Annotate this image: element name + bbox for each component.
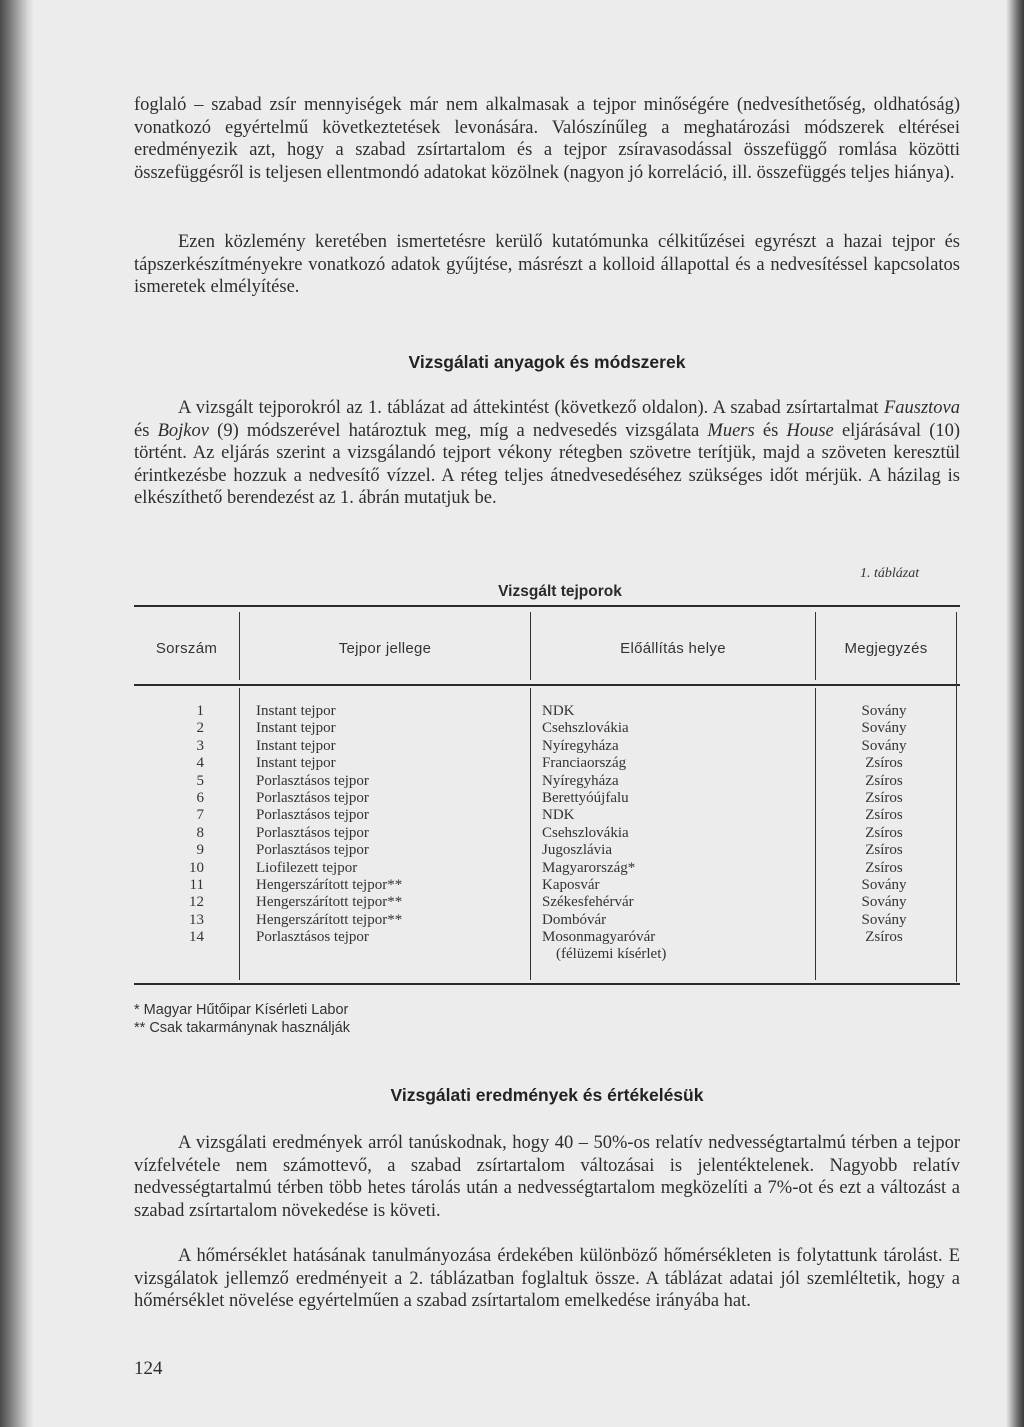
author-name: House bbox=[786, 420, 834, 441]
table-bottom-rule bbox=[134, 983, 960, 985]
row-origin: Franciaország bbox=[542, 755, 627, 772]
row-number: 5 bbox=[196, 772, 204, 789]
page-right-edge bbox=[1006, 0, 1024, 1427]
table-number-label: 1. táblázat bbox=[860, 566, 920, 581]
table-row bbox=[134, 825, 960, 842]
row-number: 7 bbox=[196, 807, 204, 824]
row-powder-type: Porlasztásos tejpor bbox=[256, 929, 369, 946]
table-row bbox=[134, 894, 960, 911]
row-number: 9 bbox=[196, 842, 204, 859]
table-top-rule bbox=[134, 605, 960, 607]
row-powder-type: Porlasztásos tejpor bbox=[256, 789, 369, 806]
row-number: 6 bbox=[196, 789, 204, 806]
table-title: Vizsgált tejporok bbox=[498, 583, 622, 600]
row-powder-type: Instant tejpor bbox=[256, 755, 336, 772]
row-number: 3 bbox=[196, 737, 204, 754]
row-note: Zsíros bbox=[865, 772, 903, 789]
row-powder-type: Instant tejpor bbox=[256, 720, 336, 737]
row-origin-note: (félüzemi kísérlet) bbox=[556, 946, 667, 963]
row-note: Sovány bbox=[861, 911, 907, 928]
table-row bbox=[134, 912, 960, 929]
row-powder-type: Porlasztásos tejpor bbox=[256, 842, 369, 859]
table-row bbox=[134, 790, 960, 807]
row-note: Zsíros bbox=[865, 824, 903, 841]
row-powder-type: Liofilezett tejpor bbox=[256, 859, 358, 876]
row-powder-type: Porlasztásos tejpor bbox=[256, 807, 369, 824]
row-note: Zsíros bbox=[865, 755, 903, 772]
row-note: Sovány bbox=[861, 737, 907, 754]
results-paragraph-2: A hőmérséklet hatásának tanulmányozása érdekében különböző hőmérsékleten is folytattunk tárolást. E vizsgálatok jellemző eredményeit a 2. táblázatban foglaltuk össze. A táblázat adatai jól szemléltetik, hogy a hőmérséklet növelése egyértelműen a szabad zsírtartalom emelkedése irányába hat. bbox=[134, 1246, 960, 1312]
table-row bbox=[134, 703, 960, 720]
row-origin: Nyíregyháza bbox=[542, 772, 619, 789]
row-origin: Kaposvár bbox=[542, 876, 600, 893]
table-body bbox=[134, 703, 960, 964]
row-powder-type: Porlasztásos tejpor bbox=[256, 824, 369, 841]
conjunction: és bbox=[134, 420, 150, 441]
row-origin: NDK bbox=[542, 703, 575, 719]
row-note: Zsíros bbox=[865, 929, 903, 946]
row-origin: Berettyóújfalu bbox=[542, 789, 629, 806]
row-note: Sovány bbox=[861, 720, 907, 737]
row-note: Sovány bbox=[861, 894, 907, 911]
row-origin: Magyarország* bbox=[542, 859, 636, 876]
row-origin: NDK bbox=[542, 807, 575, 824]
row-origin: Jugoszlávia bbox=[542, 842, 612, 859]
row-number: 2 bbox=[196, 720, 204, 737]
methods-text-end: eljárásával (10) történt. Az eljárás szerint a vizsgálandó tejport vékony rétegben szövetre terítjük, majd a szöveten keresztül érintkezésbe hozzuk a nedvesítő vízzel. A réteg teljes átnedvesedéséhez szükséges időt mérjük. A házilag is elkészíthető berendezést az 1. ábrán mutatjuk be. bbox=[134, 420, 961, 509]
section-heading-results: Vizsgálati eredmények és értékelésük bbox=[390, 1085, 704, 1105]
table-row bbox=[134, 860, 960, 877]
row-number: 4 bbox=[196, 755, 204, 772]
page-left-edge bbox=[0, 0, 34, 1427]
table-row-continuation bbox=[134, 946, 960, 964]
row-number: 13 bbox=[189, 911, 204, 928]
row-number: 1 bbox=[196, 703, 204, 719]
row-origin: Csehszlovákia bbox=[542, 720, 629, 737]
table-header-note: Megjegyzés bbox=[844, 640, 928, 657]
row-note: Zsíros bbox=[865, 807, 903, 824]
table-row bbox=[134, 877, 960, 894]
table-header-rule bbox=[134, 684, 960, 686]
section-heading-methods: Vizsgálati anyagok és módszerek bbox=[408, 352, 686, 372]
row-note: Sovány bbox=[861, 876, 907, 893]
row-number: 14 bbox=[189, 929, 204, 946]
table-footnote-1: * Magyar Hűtőipar Kísérleti Labor bbox=[134, 1002, 349, 1018]
row-origin: Csehszlovákia bbox=[542, 824, 629, 841]
table-header-number: Sorszám bbox=[155, 640, 218, 657]
intro-paragraph-2: Ezen közlemény keretében ismertetésre kerülő kutatómunka célkitűzései egyrészt a hazai tejpor és tápszerkészítményekre vonatkozó adatok gyűjtése, másrészt a kolloid állapottal és a nedvesítéssel kapcsolatos ismeretek elmélyítése. bbox=[134, 232, 960, 298]
row-number: 10 bbox=[189, 859, 204, 876]
row-origin: Székesfehérvár bbox=[542, 894, 634, 911]
table-row bbox=[134, 842, 960, 859]
row-powder-type: Porlasztásos tejpor bbox=[256, 772, 369, 789]
row-powder-type: Hengerszárított tejpor** bbox=[256, 894, 403, 911]
methods-text-mid: (9) módszerével határoztuk meg, míg a nedvesedés vizsgálata bbox=[217, 420, 700, 441]
intro-paragraph-1: foglaló – szabad zsír mennyiségek már nem alkalmasak a tejpor minőségére (nedvesíthetőség, oldhatóság) vonatkozó egyértelmű következtetések levonására. Valószínűleg a meghatározási módszerek eltérései eredményezik azt, hogy a szabad zsírtartalom és a tejpor zsíravasodással összefüggő romlása közötti összefüggésről is teljesen ellentmondó adatokat közölnek (nagyon jó korreláció, ill. összefüggés teljes hiánya). bbox=[134, 95, 960, 183]
page-number: 124 bbox=[134, 1358, 163, 1379]
table-row bbox=[134, 720, 960, 737]
row-note: Zsíros bbox=[865, 842, 903, 859]
methods-text-start: A vizsgált tejporokról az 1. táblázat ad áttekintést (következő oldalon). A szabad zsírtartalmat bbox=[178, 398, 879, 418]
row-origin: Dombóvár bbox=[542, 911, 607, 928]
table-row bbox=[134, 755, 960, 772]
table-footnote-2: ** Csak takarmánynak használják bbox=[134, 1020, 350, 1036]
row-note: Sovány bbox=[861, 703, 907, 719]
row-number: 8 bbox=[196, 824, 204, 841]
row-number: 11 bbox=[189, 876, 204, 893]
conjunction: és bbox=[762, 420, 779, 441]
results-paragraph-1: A vizsgálati eredmények arról tanúskodnak, hogy 40 – 50%-os relatív nedvességtartalmú térben a tejpor vízfelvétele nem számottevő, a szabad zsírtartalom változásai is jelentéktelenek. Nagyobb relatív nedvességtartalmú térben több hetes tárolás után a nedvességtartalom megközelíti a 7%-ot és ezt a változást a szabad zsírtartalom növekedése is követi. bbox=[134, 1133, 960, 1221]
table-header-type: Tejpor jellege bbox=[338, 640, 432, 657]
table-row bbox=[134, 773, 960, 790]
table-header-place: Előállítás helye bbox=[620, 640, 726, 657]
row-note: Zsíros bbox=[865, 859, 903, 876]
row-origin: Nyíregyháza bbox=[542, 737, 619, 754]
author-name: Muers bbox=[707, 420, 755, 441]
row-powder-type: Instant tejpor bbox=[256, 703, 336, 719]
table-row bbox=[134, 929, 960, 946]
row-powder-type: Instant tejpor bbox=[256, 737, 336, 754]
row-origin: Mosonmagyaróvár bbox=[542, 929, 656, 946]
row-note: Zsíros bbox=[865, 789, 903, 806]
table-row bbox=[134, 738, 960, 755]
table-row bbox=[134, 807, 960, 824]
row-powder-type: Hengerszárított tejpor** bbox=[256, 911, 403, 928]
row-number: 12 bbox=[189, 894, 204, 911]
methods-paragraph bbox=[134, 397, 960, 510]
author-name: Fausztova bbox=[883, 398, 960, 418]
row-powder-type: Hengerszárított tejpor** bbox=[256, 876, 403, 893]
author-name: Bojkov bbox=[157, 420, 209, 441]
